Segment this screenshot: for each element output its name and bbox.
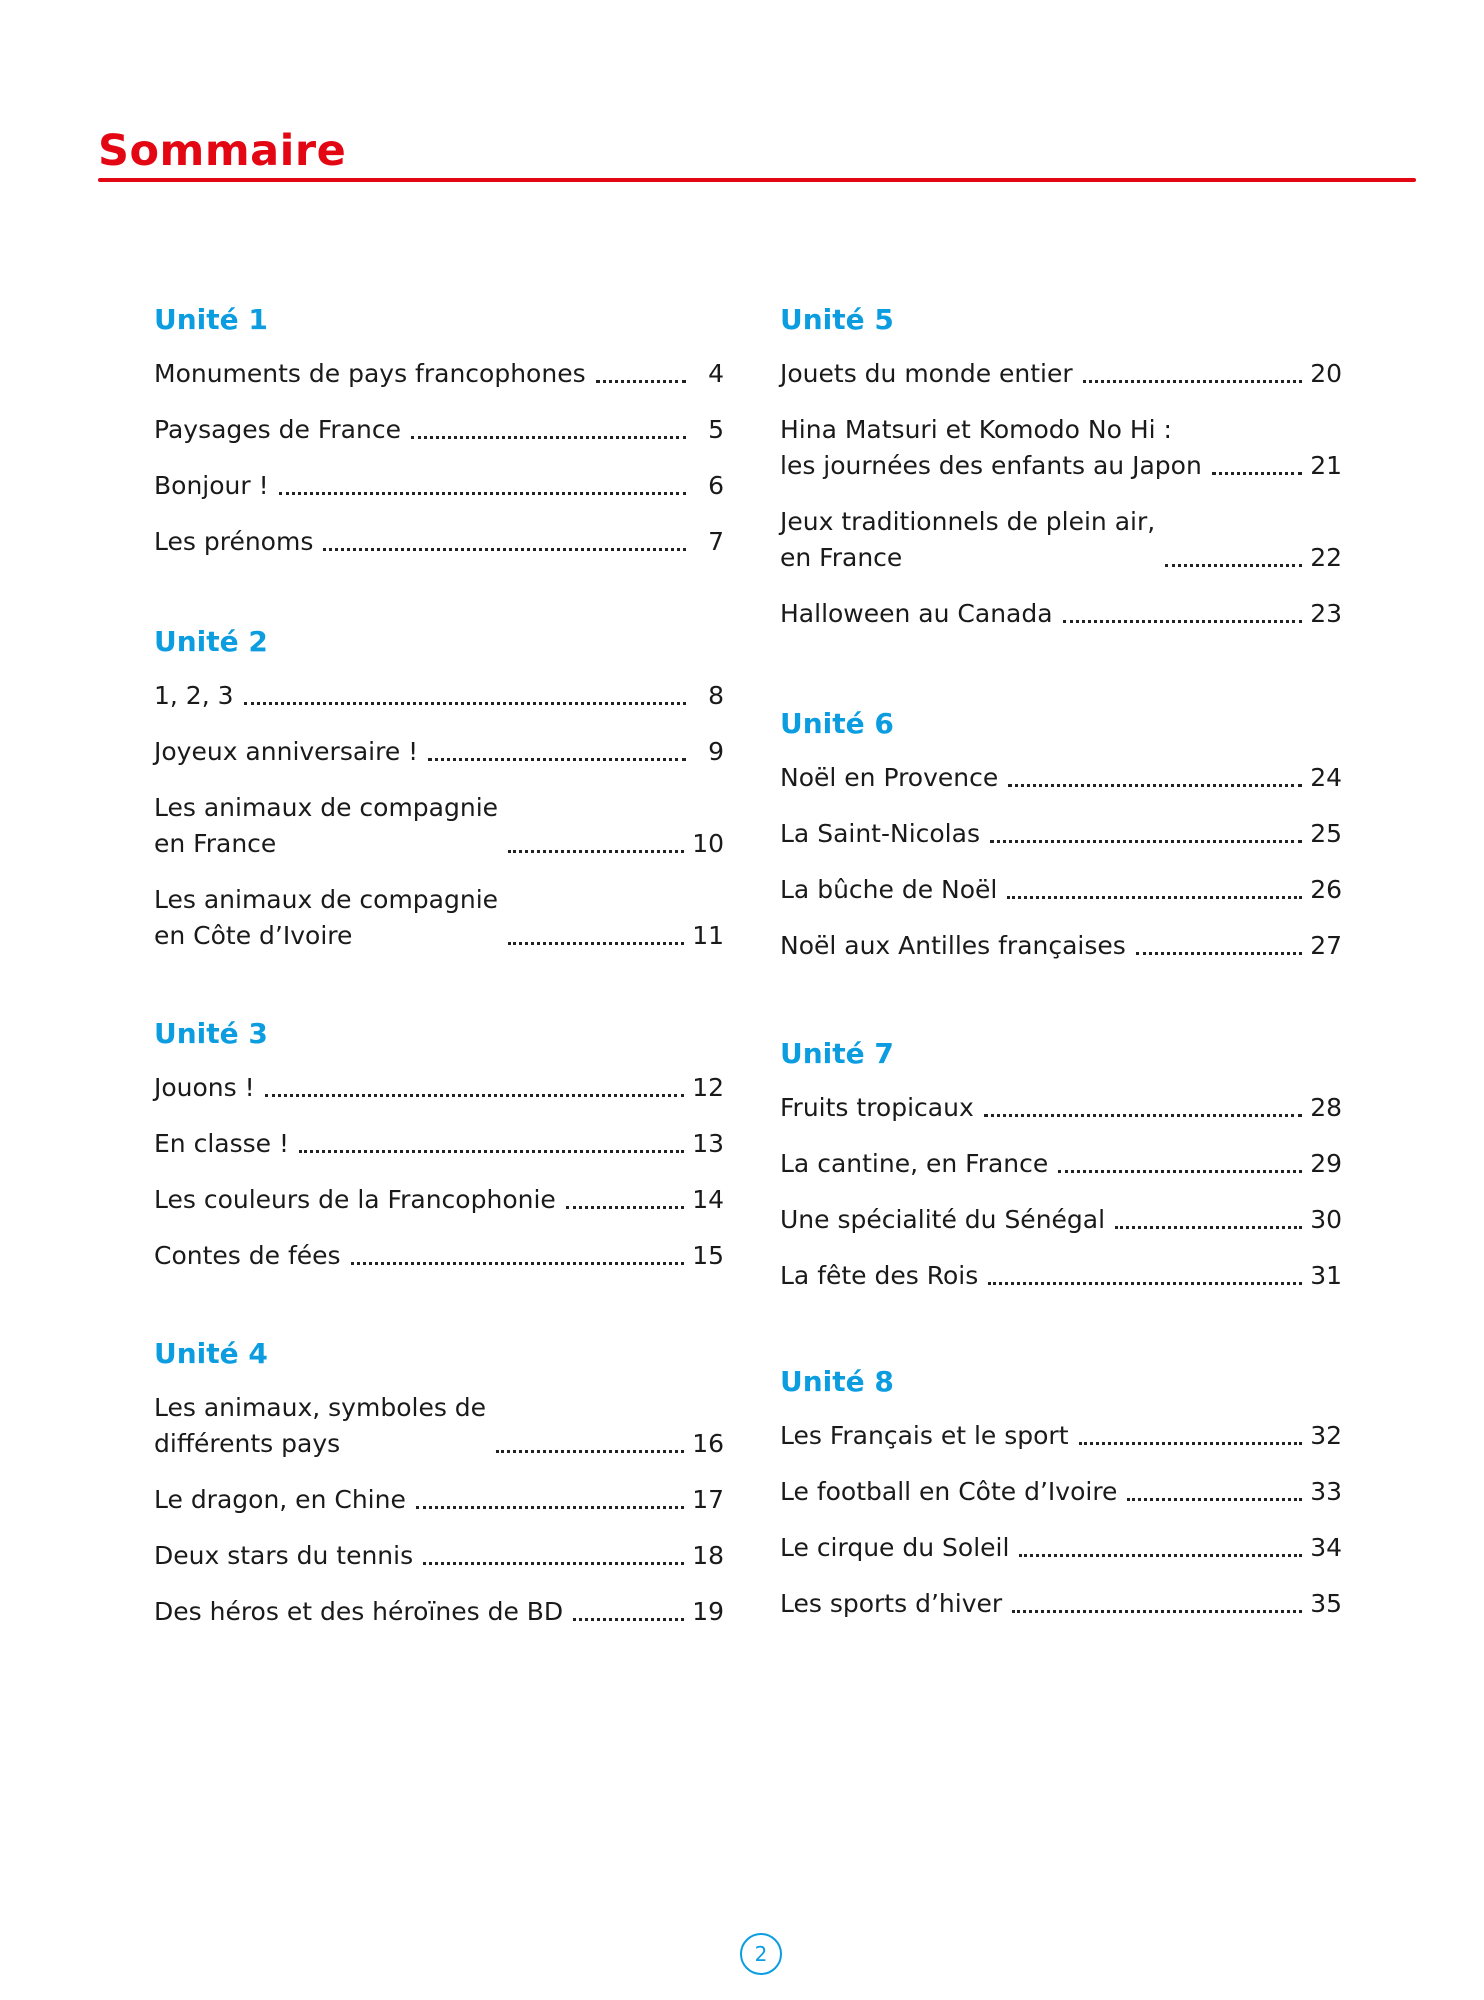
dot-leader [496, 1450, 684, 1453]
toc-entry-page: 31 [1310, 1261, 1342, 1290]
toc-entry-title: Bonjour ! [154, 471, 269, 500]
toc-entry-page: 32 [1310, 1421, 1342, 1450]
dot-leader [411, 436, 686, 439]
toc-entry[interactable] [780, 1090, 1342, 1126]
toc-entry-page: 12 [692, 1073, 724, 1102]
unit-section [154, 300, 724, 580]
dot-leader [1212, 472, 1302, 475]
toc-entry[interactable] [780, 412, 1342, 484]
toc-entry-title: Jeux traditionnels de plein air, en France [780, 507, 1156, 572]
toc-entry-title: Des héros et des héroïnes de BD [154, 1597, 564, 1626]
toc-entry[interactable] [780, 1530, 1342, 1566]
toc-entry-title: Une spécialité du Sénégal [780, 1205, 1106, 1234]
toc-entry[interactable] [154, 468, 724, 504]
toc-entry-page: 8 [708, 681, 724, 710]
toc-entry-page: 19 [692, 1597, 724, 1626]
unit-heading: Unité 4 [154, 1337, 268, 1370]
dot-leader [1165, 564, 1302, 567]
toc-entry-page: 17 [692, 1485, 724, 1514]
dot-leader [428, 758, 686, 761]
toc-entry-page: 25 [1310, 819, 1342, 848]
unit-section [154, 1334, 724, 1650]
unit-heading: Unité 5 [780, 303, 894, 336]
toc-entry-page: 30 [1310, 1205, 1342, 1234]
dot-leader [1019, 1554, 1302, 1557]
unit-heading: Unité 1 [154, 303, 268, 336]
toc-entry-page: 5 [708, 415, 724, 444]
toc-entry[interactable] [154, 1594, 724, 1630]
toc-entry[interactable] [154, 1482, 724, 1518]
page-number: 2 [740, 1933, 782, 1975]
toc-entry-page: 6 [708, 471, 724, 500]
dot-leader [279, 492, 686, 495]
toc-entry-title: Les animaux de compagnie en Côte d’Ivoire [154, 885, 499, 950]
toc-entry-title: Joyeux anniversaire ! [154, 737, 419, 766]
toc-entry-page: 11 [692, 921, 724, 950]
toc-entry[interactable] [154, 1070, 724, 1106]
toc-entry-title: Halloween au Canada [780, 599, 1053, 628]
toc-entry-title: La fête des Rois [780, 1261, 979, 1290]
page-title: Sommaire [98, 126, 347, 176]
toc-entry-title: Noël aux Antilles françaises [780, 931, 1126, 960]
unit-section [780, 704, 1342, 984]
toc-entry[interactable] [780, 816, 1342, 852]
toc-entry-title: Le cirque du Soleil [780, 1533, 1010, 1562]
toc-entry-page: 22 [1310, 543, 1342, 572]
unit-section [780, 1362, 1342, 1642]
unit-heading: Unité 7 [780, 1037, 894, 1070]
dot-leader [244, 702, 686, 705]
toc-entry-page: 7 [708, 527, 724, 556]
toc-entry-title: Les prénoms [154, 527, 314, 556]
toc-entry-page: 29 [1310, 1149, 1342, 1178]
toc-entry-page: 10 [692, 829, 724, 858]
toc-entry-title: Le dragon, en Chine [154, 1485, 406, 1514]
dot-leader [596, 380, 686, 383]
toc-entry[interactable] [780, 596, 1342, 632]
toc-entry-page: 33 [1310, 1477, 1342, 1506]
toc-entry-title: Les couleurs de la Francophonie [154, 1185, 556, 1214]
dot-leader [1007, 896, 1302, 899]
toc-entry-page: 27 [1310, 931, 1342, 960]
toc-entry-page: 23 [1310, 599, 1342, 628]
toc-entry-title: 1, 2, 3 [154, 681, 234, 710]
dot-leader [1012, 1610, 1302, 1613]
toc-entry[interactable] [154, 790, 724, 862]
toc-entry-title: Les sports d’hiver [780, 1589, 1003, 1618]
toc-entry-title: Deux stars du tennis [154, 1541, 414, 1570]
toc-entry-title: Monuments de pays francophones [154, 359, 586, 388]
toc-entry-page: 24 [1310, 763, 1342, 792]
toc-entry-page: 20 [1310, 359, 1342, 388]
dot-leader [423, 1562, 684, 1565]
toc-entry-title: La Saint-Nicolas [780, 819, 980, 848]
dot-leader [265, 1094, 685, 1097]
dot-leader [1063, 620, 1303, 623]
toc-entry[interactable] [154, 356, 724, 392]
toc-entry-page: 21 [1310, 451, 1342, 480]
toc-entry[interactable] [780, 356, 1342, 392]
toc-entry-title: Le football en Côte d’Ivoire [780, 1477, 1118, 1506]
toc-entry-page: 18 [692, 1541, 724, 1570]
unit-heading: Unité 3 [154, 1017, 268, 1050]
dot-leader [1136, 952, 1302, 955]
toc-entry-page: 4 [708, 359, 724, 388]
toc-entry-title: Fruits tropicaux [780, 1093, 974, 1122]
toc-entry-page: 35 [1310, 1589, 1342, 1618]
toc-entry-page: 34 [1310, 1533, 1342, 1562]
toc-entry[interactable] [154, 1182, 724, 1218]
toc-entry-title: Les animaux, symboles de différents pays [154, 1393, 487, 1458]
unit-section [154, 622, 724, 974]
dot-leader [1008, 784, 1302, 787]
unit-heading: Unité 6 [780, 707, 894, 740]
toc-entry-title: Noël en Provence [780, 763, 999, 792]
unit-section [780, 1034, 1342, 1314]
toc-entry[interactable] [780, 504, 1342, 576]
toc-entry-title: Les Français et le sport [780, 1421, 1069, 1450]
unit-section [780, 300, 1342, 652]
toc-entry-page: 15 [692, 1241, 724, 1270]
toc-entry[interactable] [154, 1538, 724, 1574]
dot-leader [299, 1150, 684, 1153]
toc-entry[interactable] [780, 1258, 1342, 1294]
dot-leader [988, 1282, 1302, 1285]
dot-leader [1115, 1226, 1302, 1229]
toc-entry-title: Jouets du monde entier [780, 359, 1073, 388]
toc-entry[interactable] [780, 1586, 1342, 1622]
dot-leader [1079, 1442, 1303, 1445]
toc-entry-title: Paysages de France [154, 415, 401, 444]
toc-entry-title: Contes de fées [154, 1241, 341, 1270]
toc-entry[interactable] [154, 1126, 724, 1162]
dot-leader [351, 1262, 685, 1265]
dot-leader [1083, 380, 1303, 383]
toc-entry-page: 28 [1310, 1093, 1342, 1122]
toc-entry[interactable] [780, 1418, 1342, 1454]
toc-entry[interactable] [154, 882, 724, 954]
unit-heading: Unité 8 [780, 1365, 894, 1398]
toc-entry-title: Jouons ! [154, 1073, 255, 1102]
toc-entry[interactable] [780, 1202, 1342, 1238]
dot-leader [508, 850, 684, 853]
toc-entry[interactable] [154, 678, 724, 714]
dot-leader [984, 1114, 1302, 1117]
title-underline [98, 178, 1416, 182]
dot-leader [323, 548, 686, 551]
toc-entry[interactable] [154, 1238, 724, 1274]
dot-leader [416, 1506, 684, 1509]
toc-entry-title: En classe ! [154, 1129, 289, 1158]
toc-entry-page: 13 [692, 1129, 724, 1158]
toc-entry[interactable] [780, 1146, 1342, 1182]
toc-entry[interactable] [154, 524, 724, 560]
toc-entry-page: 16 [692, 1429, 724, 1458]
toc-entry[interactable] [780, 928, 1342, 964]
toc-entry-title: La bûche de Noël [780, 875, 998, 904]
toc-entry-page: 26 [1310, 875, 1342, 904]
toc-entry-page: 14 [692, 1185, 724, 1214]
dot-leader [573, 1618, 684, 1621]
dot-leader [566, 1206, 684, 1209]
toc-entry-title: La cantine, en France [780, 1149, 1049, 1178]
dot-leader [1127, 1498, 1302, 1501]
dot-leader [508, 942, 684, 945]
toc-entry[interactable] [154, 734, 724, 770]
dot-leader [1058, 1170, 1302, 1173]
toc-entry-title: Les animaux de compagnie en France [154, 793, 499, 858]
toc-entry[interactable] [780, 872, 1342, 908]
unit-heading: Unité 2 [154, 625, 268, 658]
unit-section [154, 1014, 724, 1294]
toc-entry[interactable] [154, 1390, 724, 1462]
dot-leader [990, 840, 1302, 843]
toc-entry[interactable] [780, 1474, 1342, 1510]
toc-entry[interactable] [780, 760, 1342, 796]
toc-entry[interactable] [154, 412, 724, 448]
toc-entry-page: 9 [708, 737, 724, 766]
toc-entry-title: Hina Matsuri et Komodo No Hi : les journées des enfants au Japon [780, 415, 1202, 480]
